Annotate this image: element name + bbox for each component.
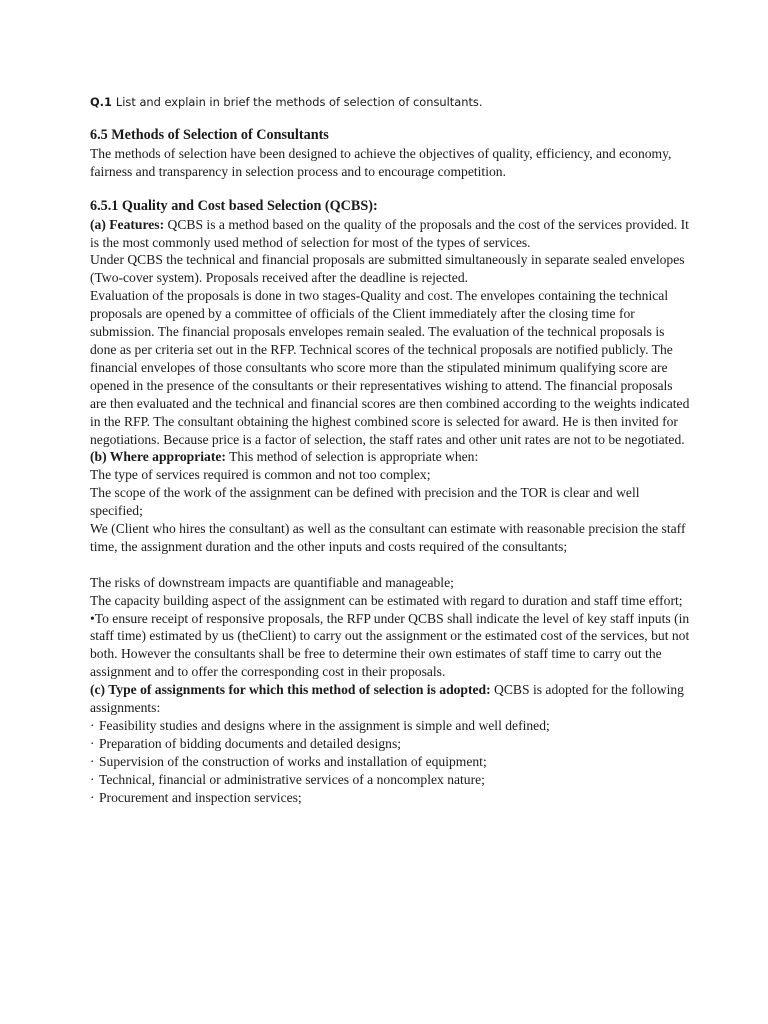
list-item xyxy=(90,735,690,753)
question-label: Q.1 xyxy=(90,95,112,109)
bullet-mark: · xyxy=(90,789,95,805)
bullet-mark: · xyxy=(90,771,95,787)
document-page xyxy=(90,94,690,807)
list-item-text: Feasibility studies and designs where in the assignment is simple and well defined; xyxy=(99,717,550,733)
list-item xyxy=(90,789,690,807)
subsection-title: 6.5.1 Quality and Cost based Selection (QCBS): xyxy=(90,197,378,214)
bullet-mark: · xyxy=(90,735,95,751)
where-item: The type of services required is common and not too complex; xyxy=(90,467,431,483)
evaluation-paragraph: Evaluation of the proposals is done in two stages-Quality and cost. The envelopes containing the technical proposals are opened by a committee of officials of the Client immediately after the closing time for submission. The financial proposals envelopes remain sealed. The evaluation of the technical proposals is done as per criteria set out in the RFP. Technical scores of the technical proposals are notified publicly. The financial envelopes of those consultants who score more than the stipulated minimum qualifying score are opened in the presence of the consultants or their representatives wishing to attend. The financial proposals are then evaluated and the technical and financial scores are then combined according to the weights indicated in the RFP. The consultant obtaining the highest combined score is selected for award. He is then invited for negotiations. Because price is a factor of selection, the staff rates and other unit rates are not to be negotiated. xyxy=(90,288,690,447)
question-heading xyxy=(90,94,690,110)
assignment-type-label: (c) Type of assignments for which this method of selection is adopted: xyxy=(90,682,491,698)
where-appropriate-label: (b) Where appropriate: xyxy=(90,449,226,465)
assignment-type-list xyxy=(90,717,690,807)
section-intro: The methods of selection have been designed to achieve the objectives of quality, efficiency, and economy, fairness and transparency in selection process and to encourage competition. xyxy=(90,145,672,179)
list-item xyxy=(90,753,690,771)
list-item-text: Supervision of the construction of works and installation of equipment; xyxy=(99,753,487,769)
features-paragraph xyxy=(90,216,690,252)
where-item: We (Client who hires the consultant) as well as the consultant can estimate with reasonable precision the staff time, the assignment duration and the other inputs and costs required of the consultants; xyxy=(90,521,686,554)
where-appropriate-text: This method of selection is appropriate when: xyxy=(229,449,479,465)
where-item: The risks of downstream impacts are quantifiable and manageable; xyxy=(90,574,454,590)
assignment-type-text: QCBS is adopted for the following assignments: xyxy=(90,682,684,716)
question-text: List and explain in brief the methods of selection of consultants. xyxy=(115,95,483,109)
list-item xyxy=(90,771,690,789)
section-title: 6.5 Methods of Selection of Consultants xyxy=(90,127,329,143)
list-item xyxy=(90,717,690,735)
where-item: •To ensure receipt of responsive proposals, the RFP under QCBS shall indicate the level of key staff inputs (in staff time) estimated by us (theClient) to carry out the assignment or the estimated cost of the services, but not both. However the consultants shall be free to determine their own estimates of staff time to carry out the assignment and to offer the corresponding cost in their proposals. xyxy=(90,610,690,680)
assignment-type-paragraph xyxy=(90,681,690,717)
list-item-text: Procurement and inspection services; xyxy=(99,789,302,805)
qcbs-submission-paragraph: Under QCBS the technical and financial proposals are submitted simultaneously in separate sealed envelopes (Two-cover system). Proposals received after the deadline is rejected. xyxy=(90,252,685,286)
where-appropriate-paragraph xyxy=(90,448,690,466)
where-item: The capacity building aspect of the assignment can be estimated with regard to duration and staff time effort; xyxy=(90,592,683,608)
bullet-mark: · xyxy=(90,753,95,769)
where-item: The scope of the work of the assignment can be defined with precision and the TOR is clear and well specified; xyxy=(90,485,640,519)
list-item-text: Technical, financial or administrative services of a noncomplex nature; xyxy=(99,771,485,787)
bullet-mark: · xyxy=(90,717,95,733)
features-label: (a) Features: xyxy=(90,216,165,232)
list-item-text: Preparation of bidding documents and detailed designs; xyxy=(99,735,402,751)
features-text: QCBS is a method based on the quality of the proposals and the cost of the services provided. It is the most commonly used method of selection for most of the types of services. xyxy=(90,216,689,250)
